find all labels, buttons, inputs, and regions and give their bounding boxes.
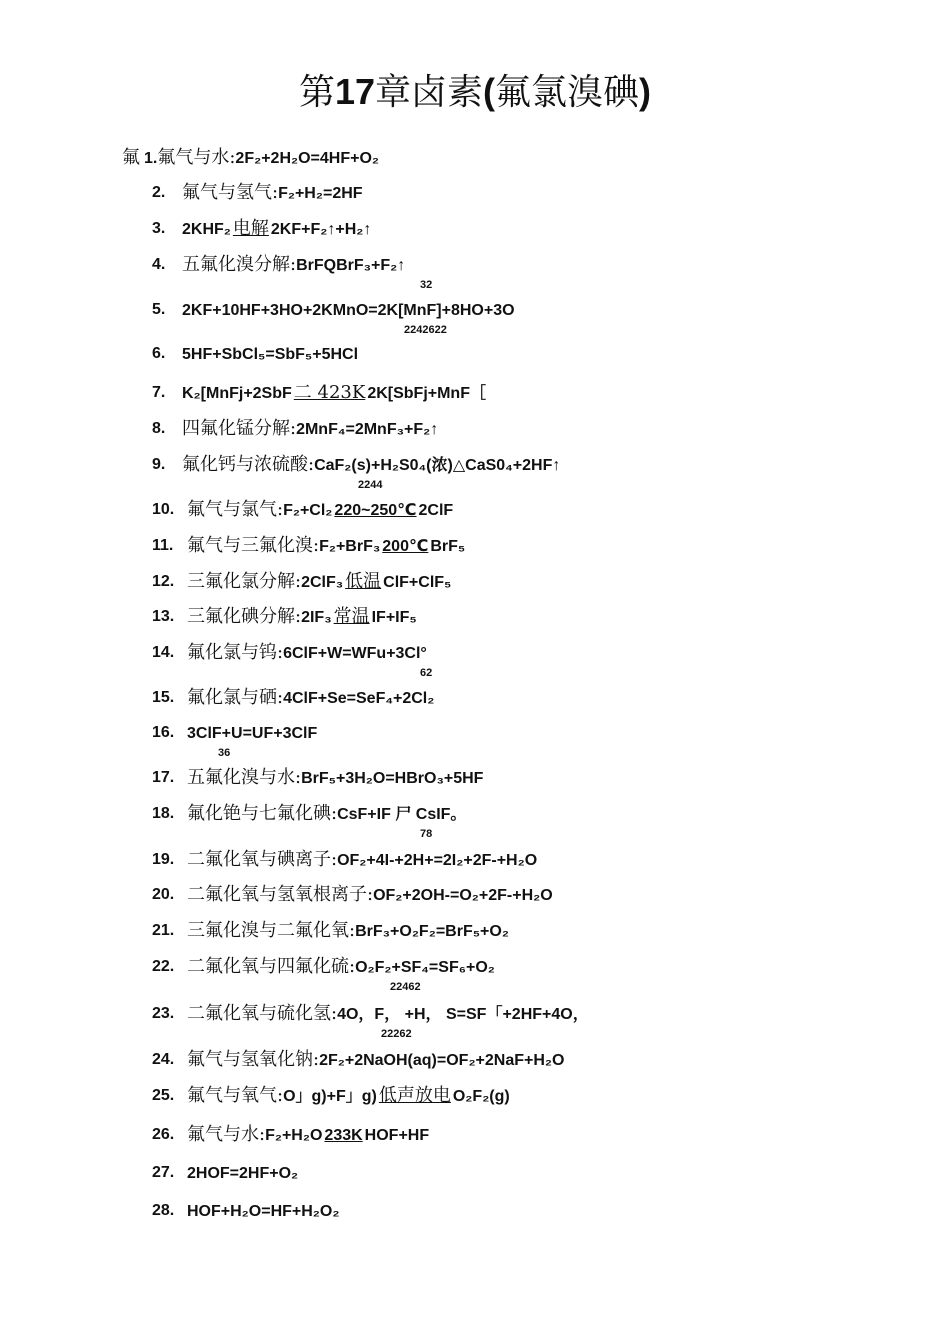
reaction-equation: BrF₃+O₂F₂=BrF₅+O₂ bbox=[355, 923, 509, 940]
reaction-line bbox=[187, 848, 537, 873]
reaction-reactants: 2KHF₂ bbox=[182, 221, 231, 238]
reaction-line bbox=[187, 919, 509, 944]
page-title bbox=[0, 66, 950, 119]
item-number: 15. bbox=[152, 689, 175, 706]
title-open-paren: ( bbox=[483, 71, 496, 112]
reaction-line bbox=[182, 298, 515, 323]
reaction-description: 氟气与水: bbox=[157, 147, 236, 168]
reaction-condition: 220~250℃ bbox=[334, 502, 417, 519]
reaction-condition: 低声放电 bbox=[378, 1085, 451, 1106]
reaction-reactants: 2ClF₃ bbox=[301, 574, 344, 591]
reaction-line bbox=[182, 253, 405, 278]
subscript-note: 78 bbox=[420, 828, 433, 840]
reaction-products: O₂F₂(g) bbox=[452, 1088, 510, 1105]
reaction-description: 氟气与氯气: bbox=[187, 499, 284, 520]
reaction-equation: CsF+IF 尸 CsIF。 bbox=[337, 806, 467, 823]
reaction-line bbox=[187, 955, 495, 980]
item-number: 13. bbox=[152, 608, 175, 625]
item-number: 5. bbox=[152, 301, 166, 318]
reaction-equation: 4O，F， +H， S=SF「+2HF+4O， bbox=[337, 1006, 589, 1023]
title-middle: 章卤素 bbox=[375, 72, 484, 113]
reaction-description: 氟气与三氟化溴: bbox=[187, 535, 320, 556]
item-number: 22. bbox=[152, 958, 175, 975]
reaction-line bbox=[187, 570, 451, 595]
reaction-description: 三氟化溴与二氟化氧: bbox=[187, 920, 356, 941]
reaction-description: 二氟化氧与氢氧根离子: bbox=[187, 884, 374, 905]
reaction-equation: 5HF+SbCl₅=SbF₅+5HCl bbox=[182, 346, 359, 363]
reaction-description: 三氟化碘分解: bbox=[187, 606, 302, 627]
reaction-description: 氟气与水: bbox=[187, 1124, 266, 1145]
item-number: 12. bbox=[152, 573, 175, 590]
reaction-reactants: F₂+H₂O bbox=[265, 1127, 323, 1144]
title-elements: 氟氯溴碘 bbox=[495, 72, 640, 113]
item-number: 2. bbox=[152, 184, 166, 201]
chapter-number: 17 bbox=[334, 71, 376, 112]
reaction-description: 二氟化氧与四氟化硫: bbox=[187, 956, 356, 977]
reaction-line bbox=[187, 766, 483, 791]
reaction-equation: CaF₂(s)+H₂S0₄(浓)△CaS0₄+2HF↑ bbox=[314, 457, 561, 474]
item-number: 27. bbox=[152, 1164, 175, 1181]
item-number: 24. bbox=[152, 1051, 175, 1068]
reaction-description: 氟气与氢气: bbox=[182, 182, 279, 203]
reaction-products: 2K[SbFj+MnF［ bbox=[367, 385, 486, 402]
item-number: 19. bbox=[152, 851, 175, 868]
item-number: 25. bbox=[152, 1087, 175, 1104]
reaction-line bbox=[187, 605, 417, 630]
item-number: 9. bbox=[152, 456, 166, 473]
item-number: 10. bbox=[152, 501, 175, 518]
item-number: 8. bbox=[152, 420, 166, 437]
reaction-description: 氟气与氧气: bbox=[187, 1085, 284, 1106]
reaction-reactants: 2IF₃ bbox=[301, 609, 332, 626]
reaction-products: 2ClF bbox=[418, 502, 454, 519]
reaction-line bbox=[187, 1123, 429, 1148]
reaction-equation: 2MnF₄=2MnF₃+F₂↑ bbox=[296, 421, 439, 438]
reaction-equation: F₂+H₂=2HF bbox=[278, 185, 363, 202]
reaction-equation: 6ClF+W=WFu+3Cl° bbox=[283, 645, 427, 662]
reaction-line bbox=[187, 1084, 510, 1109]
item-number: 1. bbox=[144, 150, 158, 167]
item-number: 14. bbox=[152, 644, 175, 661]
title-prefix: 第 bbox=[298, 72, 335, 113]
reaction-description: 三氟化氯分解: bbox=[187, 571, 302, 592]
reaction-products: IF+IF₅ bbox=[371, 609, 417, 626]
item-number: 21. bbox=[152, 922, 175, 939]
reaction-description: 氟化钙与浓硫酸: bbox=[182, 454, 315, 475]
reaction-products: 2KF+F₂↑+H₂↑ bbox=[270, 221, 372, 238]
item-number: 7. bbox=[152, 384, 166, 401]
item-number: 28. bbox=[152, 1202, 175, 1219]
subscript-note: 22462 bbox=[390, 981, 421, 993]
item-number: 11. bbox=[152, 537, 174, 554]
reaction-description: 二氟化氧与硫化氢: bbox=[187, 1003, 338, 1024]
reaction-equation: 2F₂+2NaOH(aq)=OF₂+2NaF+H₂O bbox=[319, 1052, 565, 1069]
reaction-products: BrF₅ bbox=[430, 538, 466, 555]
reaction-line bbox=[182, 342, 358, 367]
reaction-condition: 电解 bbox=[232, 218, 269, 239]
reaction-products: HOF+HF bbox=[364, 1127, 430, 1144]
subscript-note: 32 bbox=[420, 279, 433, 291]
reaction-reactants: O」g)+F」g) bbox=[283, 1088, 377, 1105]
reaction-line bbox=[187, 1048, 564, 1073]
subscript-note: 62 bbox=[420, 667, 433, 679]
item-number: 26. bbox=[152, 1126, 175, 1143]
reaction-equation: 3ClF+U=UF+3ClF bbox=[187, 725, 318, 742]
reaction-reactants: F₂+Cl₂ bbox=[283, 502, 333, 519]
reaction-condition: 二 423K bbox=[293, 382, 366, 403]
reaction-reactants: F₂+BrF₃ bbox=[319, 538, 381, 555]
item-number: 18. bbox=[152, 805, 175, 822]
item-number: 4. bbox=[152, 256, 166, 273]
reaction-line bbox=[187, 686, 434, 711]
reaction-line bbox=[187, 498, 453, 523]
reaction-equation: 2HOF=2HF+O₂ bbox=[187, 1165, 299, 1182]
reaction-reactants: K₂[MnFj+2SbF bbox=[182, 385, 292, 402]
reaction-equation: OF₂+4I-+2H+=2I₂+2F-+H₂O bbox=[337, 852, 538, 869]
reaction-description: 四氟化锰分解: bbox=[182, 418, 297, 439]
reaction-equation: 2KF+10HF+3HO+2KMnO=2K[MnF]+8HO+3O bbox=[182, 302, 515, 319]
item-number: 23. bbox=[152, 1005, 175, 1022]
item-number: 20. bbox=[152, 886, 175, 903]
reaction-description: 氟气与氢氧化钠: bbox=[187, 1049, 320, 1070]
reaction-equation: O₂F₂+SF₄=SF₆+O₂ bbox=[355, 959, 495, 976]
reaction-line bbox=[187, 721, 317, 746]
reaction-equation: BrFQBrF₃+F₂↑ bbox=[296, 257, 406, 274]
reaction-line bbox=[187, 534, 465, 559]
reaction-description: 氟化氯与硒: bbox=[187, 687, 284, 708]
reaction-description: 五氟化溴与水: bbox=[187, 767, 302, 788]
reaction-line bbox=[187, 641, 427, 666]
subscript-note: 2242622 bbox=[404, 324, 447, 336]
reaction-condition: 常温 bbox=[333, 606, 370, 627]
reaction-equation: 2F₂+2H₂O=4HF+O₂ bbox=[235, 150, 380, 167]
reaction-description: 氟化氯与钨: bbox=[187, 642, 284, 663]
reaction-equation: BrF₅+3H₂O=HBrO₃+5HF bbox=[301, 770, 484, 787]
reaction-equation: OF₂+2OH-=O₂+2F-+H₂O bbox=[373, 887, 553, 904]
reaction-equation: HOF+H₂O=HF+H₂O₂ bbox=[187, 1203, 340, 1220]
item-number: 17. bbox=[152, 769, 175, 786]
subscript-note: 22262 bbox=[381, 1028, 412, 1040]
item-number: 6. bbox=[152, 345, 166, 362]
reaction-description: 五氟化溴分解: bbox=[182, 254, 297, 275]
reaction-condition: 233K bbox=[324, 1127, 363, 1144]
item-number: 3. bbox=[152, 220, 166, 237]
reaction-products: ClF+ClF₅ bbox=[383, 574, 452, 591]
reaction-line bbox=[187, 1161, 298, 1186]
reaction-line bbox=[187, 1199, 339, 1224]
reaction-description: 氟化铯与七氟化碘: bbox=[187, 803, 338, 824]
subscript-note: 36 bbox=[218, 747, 231, 759]
reaction-condition: 低温 bbox=[345, 571, 382, 592]
reaction-condition: 200℃ bbox=[382, 538, 429, 555]
reaction-equation: 4ClF+Se=SeF₄+2Cl₂ bbox=[283, 690, 435, 707]
title-close-paren: ) bbox=[639, 71, 652, 112]
reaction-line bbox=[182, 417, 438, 442]
reaction-line bbox=[182, 181, 363, 206]
reaction-line bbox=[182, 381, 486, 406]
subscript-note: 2244 bbox=[358, 479, 383, 491]
reaction-line bbox=[187, 883, 553, 908]
item-number: 16. bbox=[152, 724, 175, 741]
reaction-line bbox=[182, 217, 371, 242]
section-label: 氟 bbox=[122, 147, 140, 168]
reaction-description: 二氟化氧与碘离子: bbox=[187, 849, 338, 870]
